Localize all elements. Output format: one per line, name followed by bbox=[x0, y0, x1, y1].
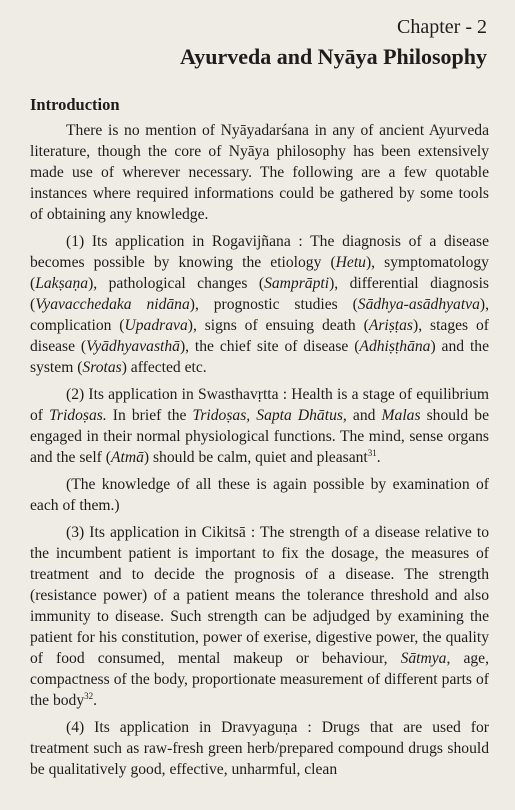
chapter-title: Ayurveda and Nyāya Philosophy bbox=[179, 44, 487, 69]
paragraph-cikitsa: (3) Its application in Cikitsā : The strength of a disease relative to the incumbent patient is important to fix the dosage, the measures of treatment and to decide the prognosis of a disease. The strength (resistance power) of a patient means the tolerance threshold and also immunity to disease. Such strength can be adjudged by examining the patient for his constitution, power of exerise, digestive power, the quality of food consumed, mental makeup or behaviour, Sātmya, age, compactness of the body, proportionate measurement of different parts of the body$^{32}$. bbox=[30, 524, 489, 709]
section-heading: Introduction bbox=[30, 95, 120, 114]
body-text bbox=[30, 120, 489, 780]
paragraph-dravyaguna: (4) Its application in Dravyaguṇa : Drugs that are used for treatment such as raw-fresh green herb/prepared compound drugs should be qualitatively good, effective, unharmful, clean bbox=[30, 719, 489, 778]
paragraph-rogavijnana: (1) Its application in Rogavijñana : The diagnosis of a disease becomes possible by knowing the etiology (Hetu), symptomatology (Lakṣaṇa), pathological changes (Samprāpti), differential diagnosis (Vyavacchedaka nidāna), prognostic studies (Sādhya-asādhyatva), complication (Upadrava), signs of ensuing death (Ariṣṭas), stages of disease (Vyādhyavasthā), the chief site of disease (Adhiṣṭhāna) and the system (Srotas) affected etc. bbox=[30, 233, 489, 376]
chapter-number: Chapter - 2 bbox=[397, 16, 487, 38]
paragraph-swasthavrtta: (2) Its application in Swasthavṛtta : Health is a stage of equilibrium of Tridoṣas. In brief the Tridoṣas, Sapta Dhātus, and Malas should be engaged in their normal physiological functions. The mind, sense organs and the self (Atmā) should be calm, quiet and pleasant$^{31}$. bbox=[30, 386, 489, 466]
paragraph-intro: There is no mention of Nyāyadarśana in any of ancient Ayurveda literature, though the core of Nyāya philosophy has been extensively made use of wherever necessary. The following are a few quotable instances where required informations could be gathered by some tools of obtaining any knowledge. bbox=[30, 122, 489, 223]
paragraph-note: (The knowledge of all these is again possible by examination of each of them.) bbox=[30, 476, 489, 514]
